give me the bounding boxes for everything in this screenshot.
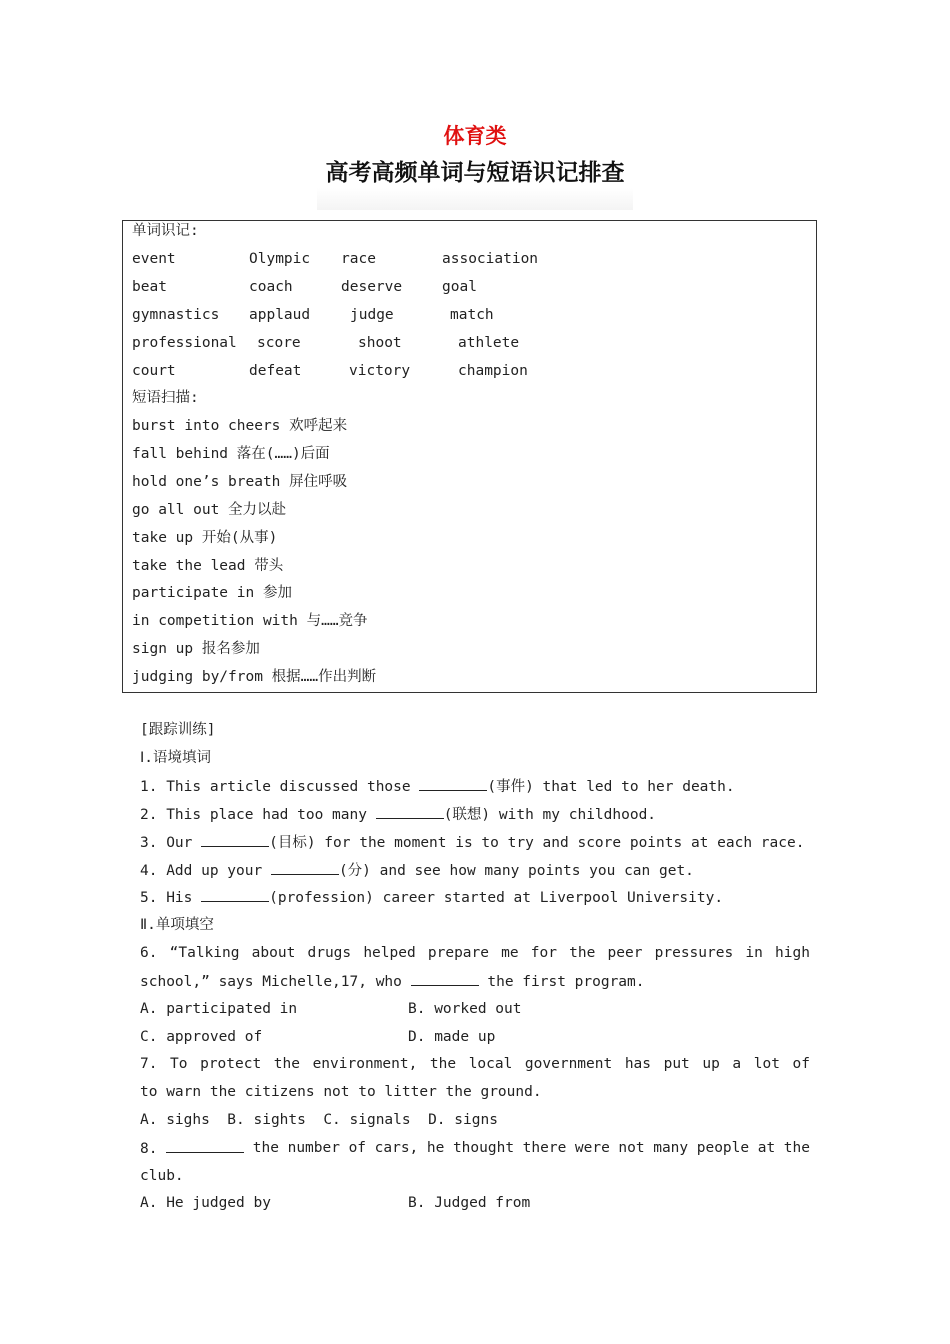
- word: judge: [350, 307, 394, 323]
- word: athlete: [458, 335, 520, 351]
- part2-heading: Ⅱ.单项填空: [140, 917, 214, 933]
- fill-question: 3. Our (目标) for the moment is to try and score points at each race.: [140, 832, 804, 853]
- page-title: 高考高频单词与短语识记排查: [325, 160, 625, 186]
- answer-blank[interactable]: [376, 804, 444, 819]
- option-c[interactable]: C. approved of: [140, 1029, 263, 1045]
- question-7-options[interactable]: A. sighs B. sights C. signals D. signs: [140, 1112, 498, 1128]
- phrase-item: sign up 报名参加: [132, 641, 260, 657]
- word: shoot: [358, 335, 402, 351]
- option-b[interactable]: B. worked out: [408, 1001, 522, 1017]
- phrase-item: go all out 全力以赴: [132, 502, 287, 518]
- question-8-line2: club.: [140, 1168, 184, 1184]
- word: beat: [132, 279, 167, 295]
- fill-question: 4. Add up your (分) and see how many points you can get.: [140, 860, 694, 881]
- part1-heading: Ⅰ.语境填词: [140, 750, 212, 766]
- fill-question: 5. His (profession) career started at Liverpool University.: [140, 887, 723, 908]
- answer-blank[interactable]: [271, 860, 339, 875]
- option-d[interactable]: D. made up: [408, 1029, 496, 1045]
- phrase-item: burst into cheers 欢呼起来: [132, 418, 348, 434]
- question-8-line1: 8. the number of cars, he thought there were not many people at the: [140, 1140, 810, 1157]
- answer-blank[interactable]: [201, 832, 269, 847]
- phrase-item: participate in 参加: [132, 585, 292, 601]
- word: Olympic: [249, 251, 311, 267]
- phrase-item: judging by/from 根据……作出判断: [132, 669, 377, 685]
- word: race: [341, 251, 376, 267]
- vocab-box: [122, 220, 817, 693]
- word: event: [132, 251, 176, 267]
- category-title: 体育类: [443, 124, 507, 148]
- fill-question: 1. This article discussed those (事件) that led to her death.: [140, 776, 735, 797]
- answer-blank[interactable]: [419, 776, 487, 791]
- word: association: [442, 251, 539, 267]
- answer-blank[interactable]: [411, 971, 479, 986]
- word: goal: [442, 279, 477, 295]
- word: deserve: [341, 279, 403, 295]
- word: champion: [458, 363, 528, 379]
- phrase-item: take the lead 带头: [132, 558, 284, 574]
- words-heading: 单词识记:: [132, 223, 199, 239]
- word: victory: [349, 363, 411, 379]
- phrase-item: take up 开始(从事): [132, 530, 278, 546]
- practice-heading: [跟踪训练]: [140, 722, 216, 738]
- option-a[interactable]: A. participated in: [140, 1001, 298, 1017]
- title-shadow: [317, 188, 633, 210]
- fill-question: 2. This place had too many (联想) with my childhood.: [140, 804, 656, 825]
- word: gymnastics: [132, 307, 220, 323]
- option-b[interactable]: B. Judged from: [408, 1195, 531, 1211]
- phrase-item: hold one’s breath 屏住呼吸: [132, 474, 348, 490]
- option-a[interactable]: A. He judged by: [140, 1195, 271, 1211]
- phrase-item: in competition with 与……竞争: [132, 613, 368, 629]
- phrase-item: fall behind 落在(……)后面: [132, 446, 330, 462]
- word: applaud: [249, 307, 311, 323]
- phrases-heading: 短语扫描:: [132, 390, 199, 406]
- word: score: [257, 335, 301, 351]
- question-6-line2: school,” says Michelle,17, who the first program.: [140, 971, 645, 992]
- word: defeat: [249, 363, 302, 379]
- word: court: [132, 363, 176, 379]
- question-7-line2: to warn the citizens not to litter the ground.: [140, 1084, 542, 1100]
- word: coach: [249, 279, 293, 295]
- word: match: [450, 307, 494, 323]
- question-6-line1: 6. “Talking about drugs helped prepare me for the peer pressures in high: [140, 945, 810, 961]
- question-7-line1: 7. To protect the environment, the local government has put up a lot of: [140, 1056, 810, 1072]
- answer-blank[interactable]: [166, 1138, 244, 1153]
- word: professional: [132, 335, 237, 351]
- answer-blank[interactable]: [201, 887, 269, 902]
